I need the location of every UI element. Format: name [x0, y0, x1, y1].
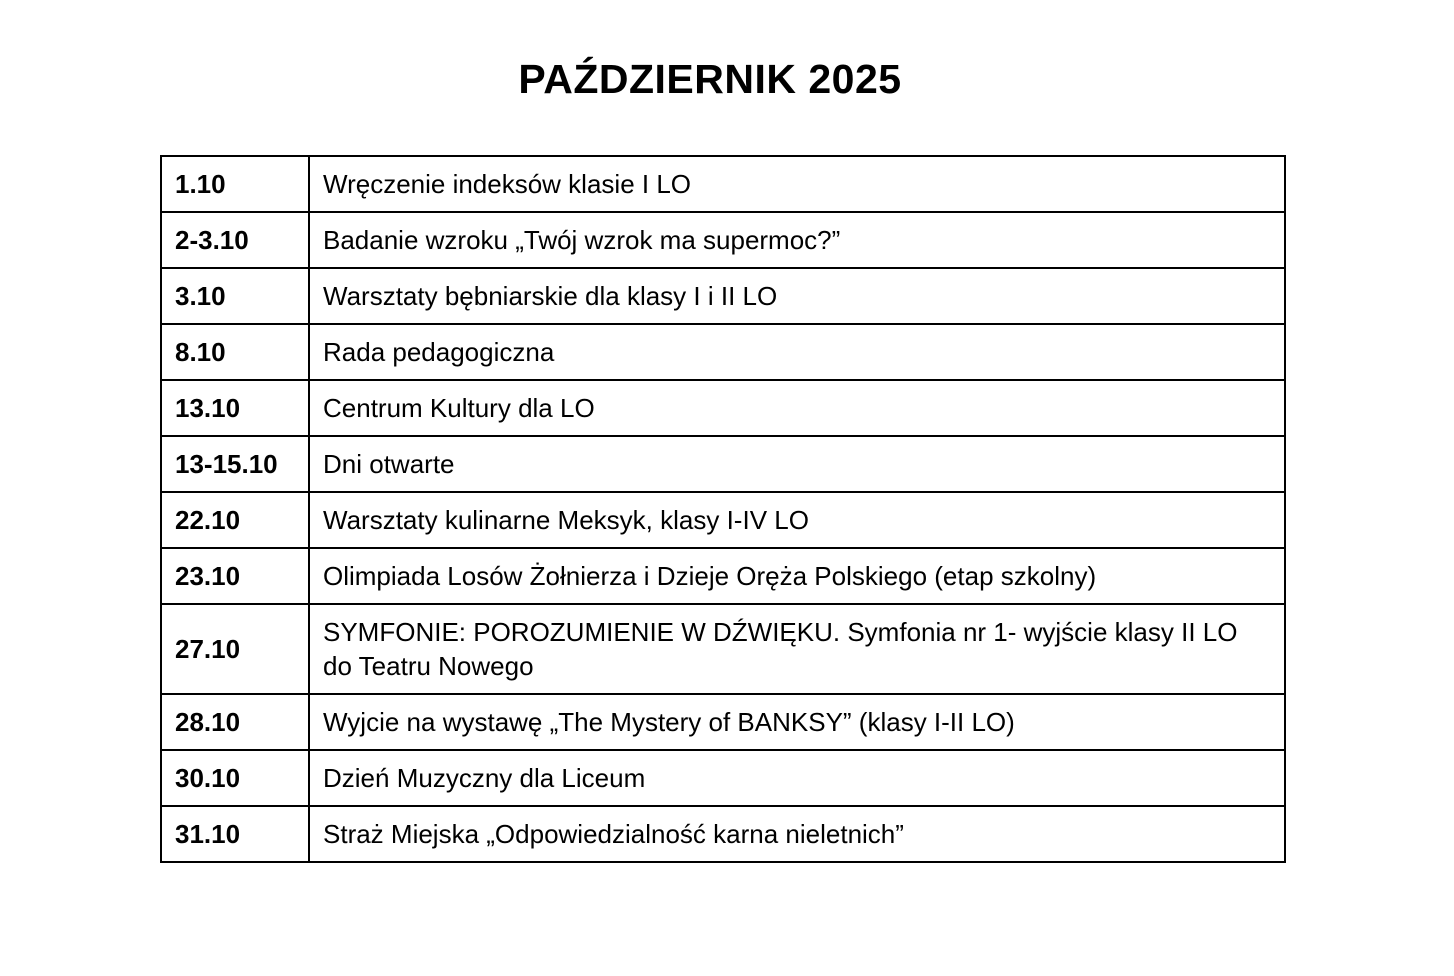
event-date: 3.10: [161, 268, 309, 324]
event-date: 13-15.10: [161, 436, 309, 492]
event-description: Wyjcie na wystawę „The Mystery of BANKSY” (klasy I-II LO): [309, 694, 1285, 750]
event-description: SYMFONIE: POROZUMIENIE W DŹWIĘKU. Symfonia nr 1- wyjście klasy II LO do Teatru Nowego: [309, 604, 1285, 694]
event-date: 23.10: [161, 548, 309, 604]
event-date: 31.10: [161, 806, 309, 862]
event-date: 30.10: [161, 750, 309, 806]
event-date: 8.10: [161, 324, 309, 380]
event-description: Wręczenie indeksów klasie I LO: [309, 156, 1285, 212]
table-row: [161, 212, 1285, 268]
event-description: Dni otwarte: [309, 436, 1285, 492]
event-date: 2-3.10: [161, 212, 309, 268]
event-date: 28.10: [161, 694, 309, 750]
event-date: 1.10: [161, 156, 309, 212]
table-row: [161, 492, 1285, 548]
event-description: Straż Miejska „Odpowiedzialność karna nieletnich”: [309, 806, 1285, 862]
event-date: 13.10: [161, 380, 309, 436]
events-table: [160, 155, 1286, 863]
table-row: [161, 156, 1285, 212]
table-row: [161, 380, 1285, 436]
table-row: [161, 548, 1285, 604]
table-row: [161, 268, 1285, 324]
event-description: Centrum Kultury dla LO: [309, 380, 1285, 436]
event-description: Warsztaty bębniarskie dla klasy I i II LO: [309, 268, 1285, 324]
event-description: Rada pedagogiczna: [309, 324, 1285, 380]
table-row: [161, 750, 1285, 806]
table-row: [161, 436, 1285, 492]
event-description: Badanie wzroku „Twój wzrok ma supermoc?”: [309, 212, 1285, 268]
event-description: Warsztaty kulinarne Meksyk, klasy I-IV LO: [309, 492, 1285, 548]
page-title: PAŹDZIERNIK 2025: [518, 56, 902, 102]
table-row: [161, 604, 1285, 694]
table-row: [161, 806, 1285, 862]
table-row: [161, 324, 1285, 380]
event-description: Olimpiada Losów Żołnierza i Dzieje Oręża Polskiego (etap szkolny): [309, 548, 1285, 604]
event-description: Dzień Muzyczny dla Liceum: [309, 750, 1285, 806]
events-table-body: [161, 156, 1285, 862]
event-date: 22.10: [161, 492, 309, 548]
event-date: 27.10: [161, 604, 309, 694]
table-row: [161, 694, 1285, 750]
